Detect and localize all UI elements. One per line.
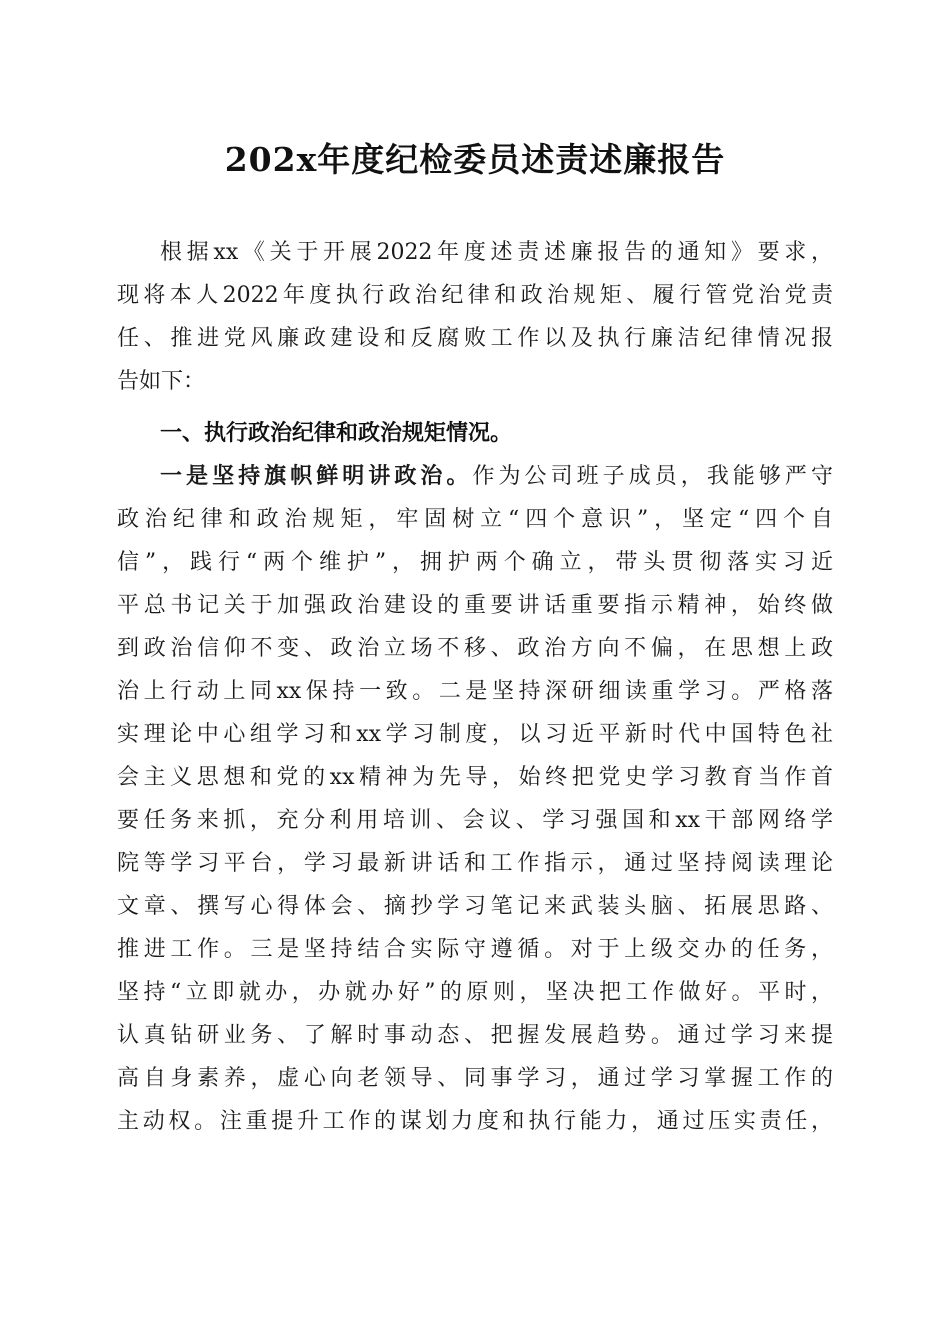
section-lead: 一是坚持旗帜鲜明讲政治。: [160, 464, 473, 489]
body-line: 院等学习平台，学习最新讲话和工作指示，通过坚持阅读理论: [117, 851, 833, 876]
body-line: 信”，践行“两个维护”，拥护两个确立，带头贯彻落实习近: [117, 550, 833, 575]
intro-line: 现将本人2022年度执行政治纪律和政治规矩、履行管党治党责: [117, 283, 833, 308]
body-line: 文章、撰写心得体会、摘抄学习笔记来武装头脑、拓展思路、: [117, 894, 833, 919]
section-first-line: [160, 458, 833, 496]
body-line: 实理论中心组学习和xx学习制度，以习近平新时代中国特色社: [117, 722, 833, 747]
intro-line: 根据xx《关于开展2022年度述责述廉报告的通知》要求，: [160, 240, 833, 265]
section-first-line-rest: 作为公司班子成员，我能够严守: [472, 464, 833, 489]
body-line: 高自身素养，虚心向老领导、同事学习，通过学习掌握工作的: [117, 1066, 833, 1091]
body-line: 会主义思想和党的xx精神为先导，始终把党史学习教育当作首: [117, 765, 833, 790]
body-line: 坚持“立即就办，办就办好”的原则，坚决把工作做好。平时，: [117, 980, 833, 1005]
body-line: 政治纪律和政治规矩，牢固树立“四个意识”，坚定“四个自: [117, 507, 833, 532]
body-line: 到政治信仰不变、政治立场不移、政治方向不偏，在思想上政: [117, 636, 833, 661]
body-line: 平总书记关于加强政治建设的重要讲话重要指示精神，始终做: [117, 593, 833, 618]
intro-line: 告如下：: [117, 369, 206, 394]
body-line: 要任务来抓，充分利用培训、会议、学习强国和xx干部网络学: [117, 808, 833, 833]
intro-line: 任、推进党风廉政建设和反腐败工作以及执行廉洁纪律情况报: [117, 326, 833, 351]
section-heading: 一、执行政治纪律和政治规矩情况。: [160, 421, 513, 446]
body-line: 认真钻研业务、了解时事动态、把握发展趋势。通过学习来提: [117, 1023, 833, 1048]
body-line: 主动权。注重提升工作的谋划力度和执行能力，通过压实责任，: [117, 1109, 833, 1134]
body-line: 推进工作。三是坚持结合实际守遵循。对于上级交办的任务，: [117, 937, 833, 962]
body-line: 治上行动上同xx保持一致。二是坚持深研细读重学习。严格落: [117, 679, 833, 704]
document-title: 202x年度纪检委员述责述廉报告: [224, 140, 726, 179]
